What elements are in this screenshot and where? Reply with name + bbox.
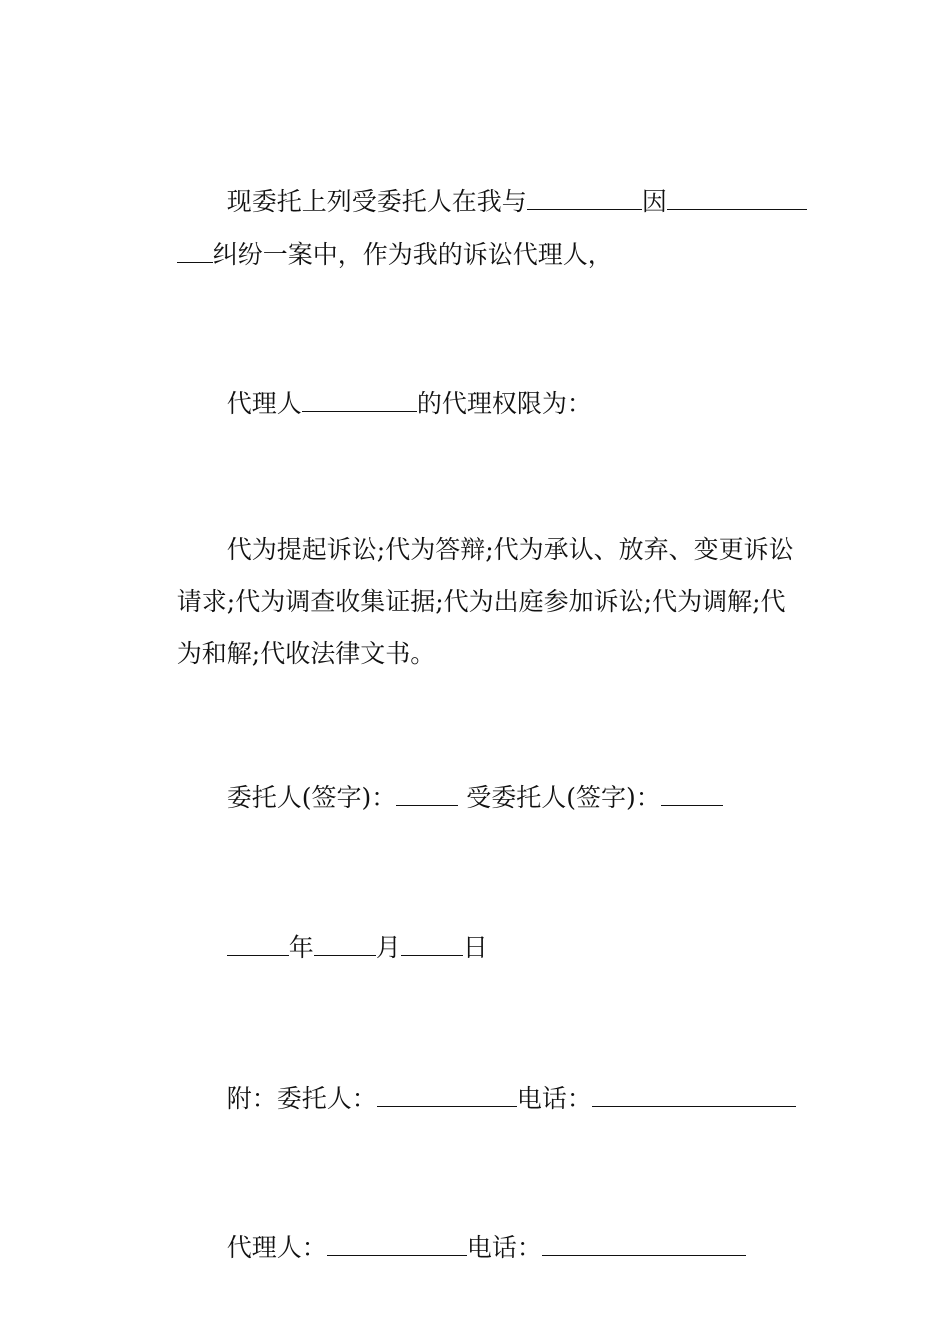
paragraph-1-line-2 [145,177,810,333]
text-agent: 代理人 [226,389,302,418]
text-attachment-principal: 附：委托人： [226,1084,377,1113]
text-powers-1: 代为提起诉讼;代为答辩;代为承认、放弃、变更诉讼 [226,535,794,564]
text-principal-phone: 电话： [516,1084,592,1113]
text-dispute-case: 纠纷一案中，作为我的诉讼代理人， [212,240,613,269]
blank-principal-name[interactable] [377,1079,517,1107]
text-powers-3: 为和解;代收法律文书。 [176,639,436,668]
blank-agent-name-2[interactable] [327,1228,467,1256]
blank-cause-continued[interactable] [177,235,213,263]
text-agent-phone: 电话： [466,1233,542,1262]
blank-principal-signature[interactable] [396,778,458,806]
text-entrust-intro: 现委托上列受委托人在我与 [226,187,527,216]
blank-agent-phone[interactable] [542,1228,746,1256]
text-year: 年 [288,933,314,962]
blank-agent-signature[interactable] [661,778,723,806]
blank-agent-name[interactable] [302,384,417,412]
attachment-principal-line [195,1021,810,1177]
blank-day[interactable] [401,928,463,956]
text-day: 日 [462,933,488,962]
blank-year[interactable] [227,928,289,956]
blank-principal-phone[interactable] [592,1079,796,1107]
text-because: 因 [641,187,667,216]
paragraph-2 [195,326,810,482]
text-powers-2: 请求;代为调查收集证据;代为出庭参加诉讼;代为调解;代 [176,587,786,616]
date-line [195,870,810,1026]
text-month: 月 [375,933,401,962]
paragraph-3-line-3 [145,576,810,732]
text-principal-signature: 委托人(签字)： [226,783,397,812]
signature-line [195,720,810,876]
attachment-agent-line [195,1170,810,1326]
text-agent-signature: 受委托人(签字)： [458,783,661,812]
text-authority: 的代理权限为： [416,389,592,418]
blank-month[interactable] [314,928,376,956]
text-attachment-agent: 代理人： [226,1233,327,1262]
